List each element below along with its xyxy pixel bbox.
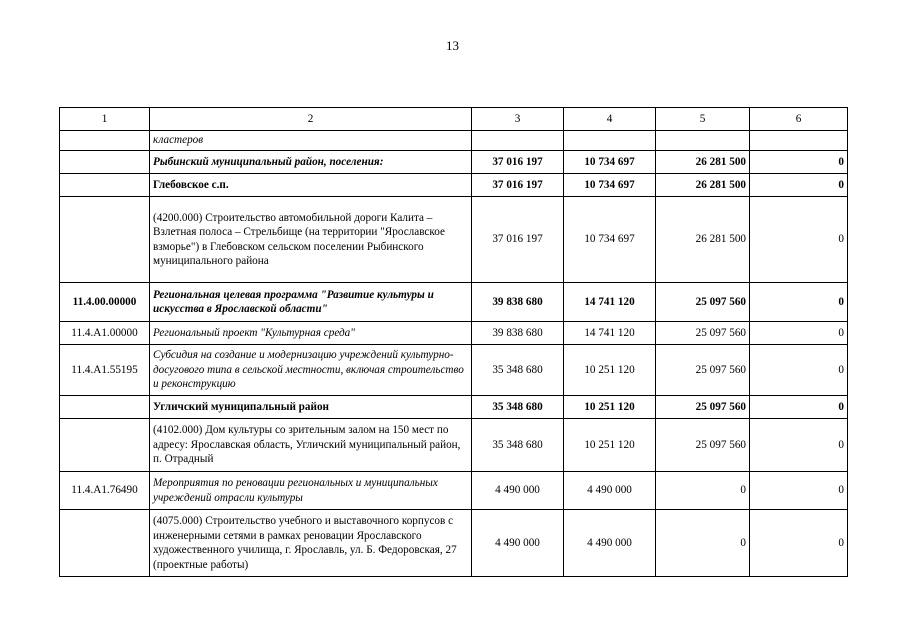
row-value-col4 [564, 131, 656, 151]
row-value-col6: 0 [750, 174, 848, 197]
row-code-cell [60, 396, 150, 419]
column-header: 2 [150, 108, 472, 131]
row-value-col4: 4 490 000 [564, 510, 656, 577]
column-header: 4 [564, 108, 656, 131]
row-value-col6: 0 [750, 510, 848, 577]
row-code-cell: 11.4.A1.00000 [60, 322, 150, 345]
table-row [60, 345, 848, 396]
row-value-col3 [472, 131, 564, 151]
row-code-cell [60, 510, 150, 577]
row-value-col6: 0 [750, 419, 848, 472]
row-value-col3: 35 348 680 [472, 345, 564, 396]
row-value-col4: 10 251 120 [564, 419, 656, 472]
row-name-cell: Региональная целевая программа "Развитие культуры и искусства в Ярославской области" [150, 283, 472, 322]
row-value-col4: 14 741 120 [564, 322, 656, 345]
page-number: 13 [446, 38, 459, 53]
table-row [60, 131, 848, 151]
row-value-col3: 35 348 680 [472, 396, 564, 419]
row-value-col5: 26 281 500 [656, 197, 750, 283]
table-header-row [60, 108, 848, 131]
row-value-col5: 25 097 560 [656, 419, 750, 472]
row-value-col3: 39 838 680 [472, 322, 564, 345]
row-value-col3: 35 348 680 [472, 419, 564, 472]
table-row [60, 419, 848, 472]
row-value-col3: 4 490 000 [472, 472, 564, 510]
row-name-cell: Угличский муниципальный район [150, 396, 472, 419]
row-value-col5: 26 281 500 [656, 151, 750, 174]
row-value-col3: 4 490 000 [472, 510, 564, 577]
row-name-cell: Мероприятия по реновации региональных и муниципальных учреждений отрасли культуры [150, 472, 472, 510]
row-name-cell: кластеров [150, 131, 472, 151]
row-value-col5: 25 097 560 [656, 345, 750, 396]
row-value-col5: 25 097 560 [656, 283, 750, 322]
row-value-col4: 14 741 120 [564, 283, 656, 322]
row-value-col6 [750, 131, 848, 151]
row-value-col3: 37 016 197 [472, 174, 564, 197]
row-value-col3: 39 838 680 [472, 283, 564, 322]
row-code-cell [60, 174, 150, 197]
row-code-cell [60, 197, 150, 283]
table-row [60, 322, 848, 345]
row-value-col4: 10 734 697 [564, 197, 656, 283]
table-row [60, 197, 848, 283]
table-row [60, 472, 848, 510]
row-value-col4: 10 734 697 [564, 174, 656, 197]
row-code-cell: 11.4.00.00000 [60, 283, 150, 322]
row-value-col6: 0 [750, 197, 848, 283]
column-header: 1 [60, 108, 150, 131]
row-code-cell [60, 131, 150, 151]
row-value-col4: 4 490 000 [564, 472, 656, 510]
budget-table [59, 107, 848, 577]
row-value-col3: 37 016 197 [472, 197, 564, 283]
row-value-col5: 0 [656, 472, 750, 510]
row-value-col5: 25 097 560 [656, 322, 750, 345]
row-code-cell: 11.4.A1.76490 [60, 472, 150, 510]
row-name-cell: Региональный проект "Культурная среда" [150, 322, 472, 345]
row-value-col6: 0 [750, 322, 848, 345]
table-row [60, 174, 848, 197]
row-name-cell: Глебовское с.п. [150, 174, 472, 197]
row-value-col4: 10 251 120 [564, 396, 656, 419]
row-code-cell [60, 419, 150, 472]
row-code-cell: 11.4.A1.55195 [60, 345, 150, 396]
table-row [60, 396, 848, 419]
row-value-col3: 37 016 197 [472, 151, 564, 174]
row-name-cell: Рыбинский муниципальный район, поселения: [150, 151, 472, 174]
table-row [60, 283, 848, 322]
row-value-col6: 0 [750, 472, 848, 510]
row-value-col6: 0 [750, 396, 848, 419]
row-value-col5: 25 097 560 [656, 396, 750, 419]
row-value-col6: 0 [750, 283, 848, 322]
column-header: 5 [656, 108, 750, 131]
row-value-col5: 0 [656, 510, 750, 577]
column-header: 3 [472, 108, 564, 131]
table-row [60, 510, 848, 577]
row-value-col5 [656, 131, 750, 151]
row-name-cell: (4075.000) Строительство учебного и выставочного корпусов с инженерными сетями в рамках реновации Ярославского художественного училища, г. Ярославль, ул. Б. Федоровская, 27 (проектные работы) [150, 510, 472, 577]
row-name-cell: (4102.000) Дом культуры со зрительным залом на 150 мест по адресу: Ярославская область, Угличский муниципальный район, п. Отрадный [150, 419, 472, 472]
row-code-cell [60, 151, 150, 174]
row-value-col4: 10 251 120 [564, 345, 656, 396]
row-name-cell: Субсидия на создание и модернизацию учреждений культурно-досугового типа в сельской местности, включая строительство и реконструкцию [150, 345, 472, 396]
column-header: 6 [750, 108, 848, 131]
table-row [60, 151, 848, 174]
row-name-cell: (4200.000) Строительство автомобильной дороги Калита – Взлетная полоса – Стрельбище (на территории "Ярославское взморье") в Глебовском сельском поселении Рыбинского муниципального района [150, 197, 472, 283]
row-value-col5: 26 281 500 [656, 174, 750, 197]
row-value-col6: 0 [750, 345, 848, 396]
row-value-col6: 0 [750, 151, 848, 174]
row-value-col4: 10 734 697 [564, 151, 656, 174]
